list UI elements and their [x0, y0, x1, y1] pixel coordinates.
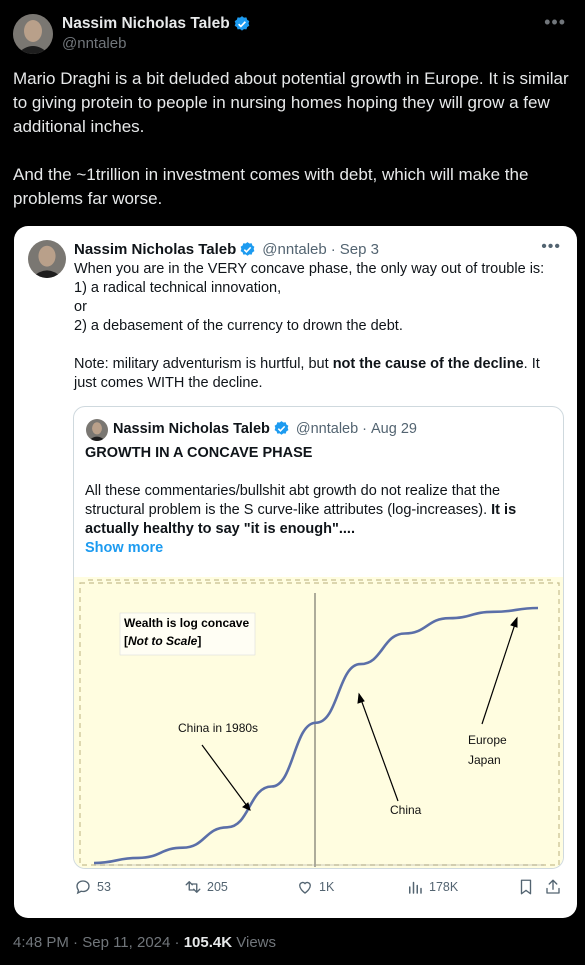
repost-icon — [184, 878, 202, 896]
arrowhead-icon — [243, 803, 250, 810]
arrow-china-1980s — [202, 745, 250, 810]
chart-subtitle: [Not to Scale] — [124, 634, 202, 648]
annotation-japan: Japan — [468, 753, 501, 767]
chart-title: Wealth is log concave — [124, 616, 250, 630]
s-curve-chart — [74, 577, 564, 869]
arrow-china — [359, 694, 398, 801]
repost-button[interactable] — [184, 878, 228, 896]
verified-badge-icon — [239, 241, 257, 259]
bookmark-icon — [517, 878, 535, 896]
nested-author-avatar — [86, 419, 108, 441]
quoted-author-avatar[interactable] — [28, 240, 66, 278]
quoted-note: Note: military adventurism is hurtful, but not the cause of the decline. It just comes WITH the decline. — [74, 356, 540, 391]
tweet-header — [13, 14, 251, 54]
quoted-line: 1) a radical technical innovation, — [74, 280, 282, 296]
bookmark-button[interactable] — [517, 878, 540, 896]
quoted-author-handle[interactable]: @nntaleb — [262, 241, 327, 258]
quoted-line: 2) a debasement of the currency to drown the debt. — [74, 318, 403, 334]
share-button[interactable] — [544, 878, 567, 896]
share-icon — [544, 878, 562, 896]
tweet-paragraph: And the ~1trillion in investment comes with debt, which will make the problems far worse. — [13, 165, 529, 208]
nested-quote-bold: It is actually healthy to say "it is enough".... — [85, 502, 517, 537]
tweet-metadata: 4:48 PM · Sep 11, 2024 · 105.4K Views — [13, 934, 276, 951]
quoted-tweet-text — [74, 260, 564, 393]
arrowhead-icon — [358, 694, 364, 703]
view-count: 178K — [429, 880, 459, 894]
nested-quote-title: GROWTH IN A CONCAVE PHASE — [85, 445, 313, 461]
nested-author-name: Nassim Nicholas Taleb — [113, 421, 270, 437]
tweet-views-count: 105.4K — [183, 934, 233, 951]
quoted-date[interactable]: Sep 3 — [339, 241, 379, 258]
like-button[interactable] — [296, 878, 334, 896]
author-handle[interactable]: @nntaleb — [62, 35, 127, 52]
views-button[interactable] — [406, 878, 458, 896]
arrow-europe — [482, 618, 517, 724]
heart-icon — [296, 878, 314, 896]
author-name[interactable]: Nassim Nicholas Taleb — [62, 15, 230, 32]
arrowhead-icon — [511, 618, 517, 627]
author-avatar[interactable] — [13, 14, 53, 54]
reply-icon — [74, 878, 92, 896]
reply-count: 53 — [97, 880, 111, 894]
quoted-tweet-card[interactable] — [14, 226, 577, 918]
nested-author-handle: @nntaleb — [295, 421, 359, 437]
nested-quote-text: All these commentaries/bullshit abt growth do not realize that the structural problem is the S curve-like attributes (log-increases). It is actually healthy to say "it is enough".... — [85, 483, 517, 537]
reply-button[interactable] — [74, 878, 111, 896]
nested-quote-header: Nassim Nicholas Taleb @nntaleb · Aug 29 — [113, 421, 417, 437]
annotation-china: China — [390, 803, 422, 817]
action-bar — [14, 872, 577, 902]
annotation-europe: Europe — [468, 733, 507, 747]
more-options-icon[interactable]: ••• — [544, 12, 566, 32]
nested-date: Aug 29 — [371, 421, 417, 437]
analytics-icon — [406, 878, 424, 896]
quoted-line: or — [74, 299, 87, 315]
repost-count: 205 — [207, 880, 228, 894]
quoted-more-options-icon[interactable]: ••• — [541, 238, 561, 255]
quoted-line: When you are in the VERY concave phase, the only way out of trouble is: — [74, 261, 545, 277]
annotation-china-1980s: China in 1980s — [178, 721, 259, 735]
tweet-time[interactable]: 4:48 PM — [13, 934, 69, 951]
quoted-author-name[interactable]: Nassim Nicholas Taleb — [74, 241, 237, 258]
tweet-text — [13, 67, 578, 211]
like-count: 1K — [319, 880, 335, 894]
tweet-paragraph: Mario Draghi is a bit deluded about potential growth in Europe. It is similar to giving protein to people in nursing homes hoping they will grow a few additional inches. — [13, 69, 569, 136]
chart-image[interactable] — [74, 577, 564, 869]
nested-quote-card[interactable] — [73, 406, 564, 869]
tweet-views-label: Views — [236, 934, 276, 951]
tweet-date[interactable]: Sep 11, 2024 — [82, 934, 171, 951]
show-more-link[interactable]: Show more — [85, 540, 164, 556]
quoted-tweet-header: Nassim Nicholas Taleb @nntaleb · Sep 3 — [74, 241, 379, 258]
verified-badge-icon — [273, 420, 291, 438]
quoted-note-bold: not the cause of the decline — [332, 356, 524, 372]
verified-badge-icon — [233, 15, 251, 33]
